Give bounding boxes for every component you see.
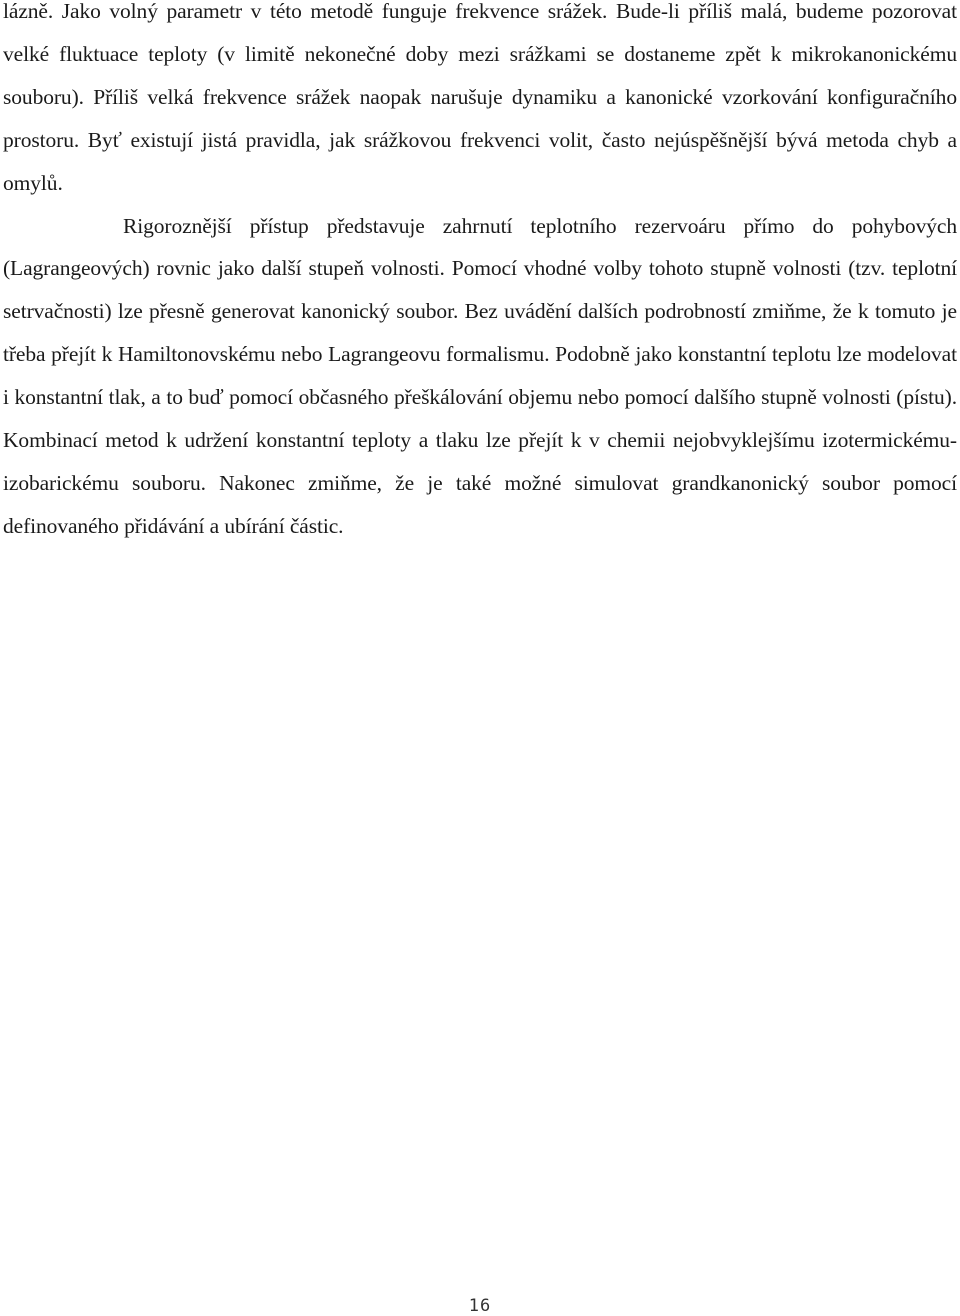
paragraph-collision-frequency: lázně. Jako volný parametr v této metodě funguje frekvence srážek. Bude-li příliš malá, budeme pozorovat velké fluktuace teploty (v limitě nekonečné doby mezi srážkami se dostaneme zpět k mikrokanonickému souboru). Příliš velká frekvence srážek naopak narušuje dynamiku a kanonické vzorkování konfiguračního prostoru. Byť existují jistá pravidla, jak srážkovou frekvenci volit, často nejúspěšnější bývá metoda chyb a omylů. <box>3 0 957 195</box>
document-page <box>3 0 957 548</box>
page-number: 16 <box>468 1296 492 1316</box>
paragraph-thermostat-reservoir: Rigoroznější přístup představuje zahrnutí teplotního rezervoáru přímo do pohybových (Lagrangeových) rovnic jako další stupeň volnosti. Pomocí vhodné volby tohoto stupně volnosti (tzv. teplotní setrvačnosti) lze přesně generovat kanonický soubor. Bez uvádění dalších podrobností zmiňme, že k tomuto je třeba přejít k Hamiltonovskému nebo Lagrangeovu formalismu. Podobně jako konstantní teplotu lze modelovat i konstantní tlak, a to buď pomocí občasného přeškálování objemu nebo pomocí dalšího stupně volnosti (pístu). Kombinací metod k udržení konstantní teploty a tlaku lze přejít k v chemii nejobvyklejšímu izotermickému-izobarickému souboru. Nakonec zmiňme, že je také možné simulovat grandkanonický soubor pomocí definovaného přidávání a ubírání částic. <box>3 213 957 538</box>
